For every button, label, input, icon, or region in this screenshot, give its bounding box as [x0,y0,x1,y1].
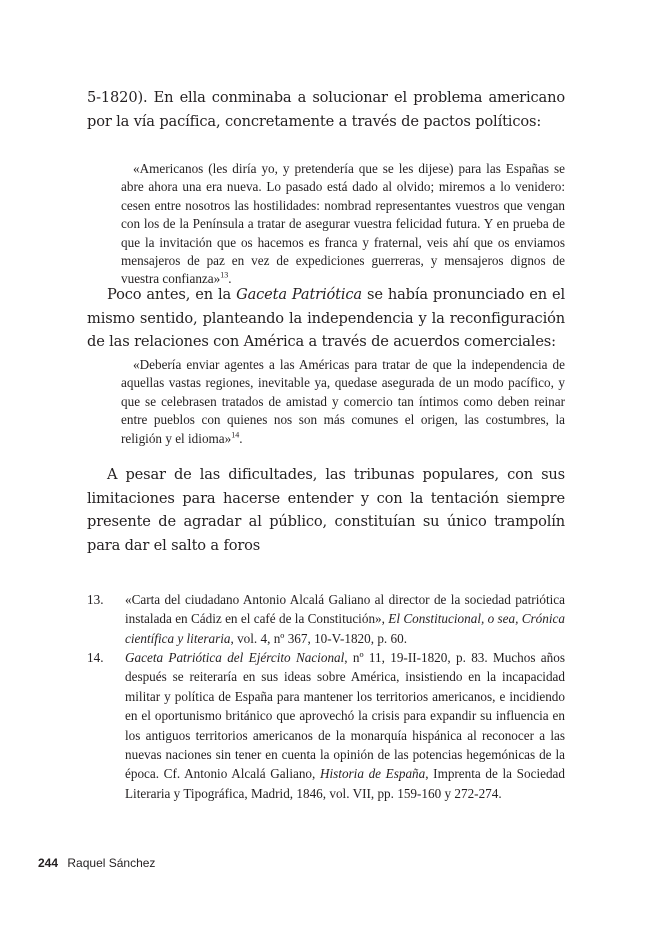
quote-text: «Debería enviar agentes a las Américas para tratar de que la independencia de aquellas vastas regiones, inevitable ya, quedase asegurada de un modo pacífico, y que se celebrasen tratados de amistad y comercio tan íntimos como deben reinar entre pueblos con quienes nos son más comunes el origen, las costumbres, la religión y el idioma» [121,357,565,446]
running-author: Raquel Sánchez [67,856,156,870]
publication-title: Gaceta Patriótica [236,286,362,303]
paragraph-gaceta: Poco antes, en la Gaceta Patriótica se había pronunciado en el mismo sentido, planteando la independencia y la reconfiguración de las relaciones con América a través de acuerdos comerciales: [87,286,565,350]
footnote-number: 13. [87,592,104,607]
paragraph-continuation: 5-1820). En ella conminaba a solucionar el problema americano por la vía pacífica, concretamente a través de pactos políticos: [87,89,565,130]
footnote-14: 14. Gaceta Patriótica del Ejército Nacional, nº 11, 19-II-1820, p. 83. Muchos años después se reiteraría en sus ideas sobre América, insistiendo en la incapacidad militar y política de España para mantener los territorios americanos, e incidiendo en el oportunismo británico que aprovechó la crisis para expandir su influencia en los antiguos territorios americanos de la monarquía hispánica al reconocer a las nuevas naciones sin tener en cuenta la opinión de las potencias hegemónicas de la época. Cf. Antonio Alcalá Galiano, Historia de España, Imprenta de la Sociedad Literaria y Tipográfica, Madrid, 1846, vol. VII, pp. 159-160 y 272-274. [87,650,565,801]
footnote-number: 14. [87,650,104,665]
footnote-13: 13. «Carta del ciudadano Antonio Alcalá Galiano al director de la sociedad patriótica instalada en Cádiz en el café de la Constitución», El Constitucional, o sea, Crónica científica y literaria, vol. 4, nº 367, 10-V-1820, p. 60. [87,592,565,646]
paragraph-tribunas: A pesar de las dificultades, las tribunas populares, con sus limitaciones para hacerse entender y con la tentación siempre presente de agradar al público, constituían su único trampolín para dar el salto a foros [87,466,565,554]
footnote-ref-14[interactable]: 14 [231,430,240,440]
block-quote-gaceta: «Debería enviar agentes a las Américas para tratar de que la independencia de aquellas vastas regiones, inevitable ya, quedase asegurada de un modo pacífico, y que se celebrasen tratados de amistad y comercio tan íntimos como deben reinar entre pueblos con quienes nos son más comunes el origen, las costumbres, la religión y el idioma»$^{14}$. [121,357,565,446]
quote-text: «Americanos (les diría yo, y pretendería que se les dijese) para las Españas se abre ahora una era nueva. Lo pasado está dado al olvido; miremos a lo venidero: cesen entre nosotros las hostilidades: nombrad representantes vuestros que vengan con los de la Península a tratar de asegurar vuestra felicidad futura. Y en prueba de que la invitación que os hacemos es franca y fraternal, veis ahí que os enviamos mensajeros de paz en vez de expediciones guerreras, y mensajeros dignos de vuestra confianza» [121,161,565,287]
page-number: 244 [38,856,59,870]
block-quote-alcala: «Americanos (les diría yo, y pretendería que se les dijese) para las Españas se abre ahora una era nueva. Lo pasado está dado al olvido; miremos a lo venidero: cesen entre nosotros las hostilidades: nombrad representantes vuestros que vengan con los de la Península a tratar de asegurar vuestra felicidad futura. Y en prueba de que la invitación que os hacemos es franca y fraternal, veis ahí que os enviamos mensajeros de paz en vez de expediciones guerreras, y mensajeros dignos de vuestra confianza»$^{13}$. [121,161,565,287]
footnote-ref-13[interactable]: 13 [220,271,229,281]
page-footer [38,856,155,870]
